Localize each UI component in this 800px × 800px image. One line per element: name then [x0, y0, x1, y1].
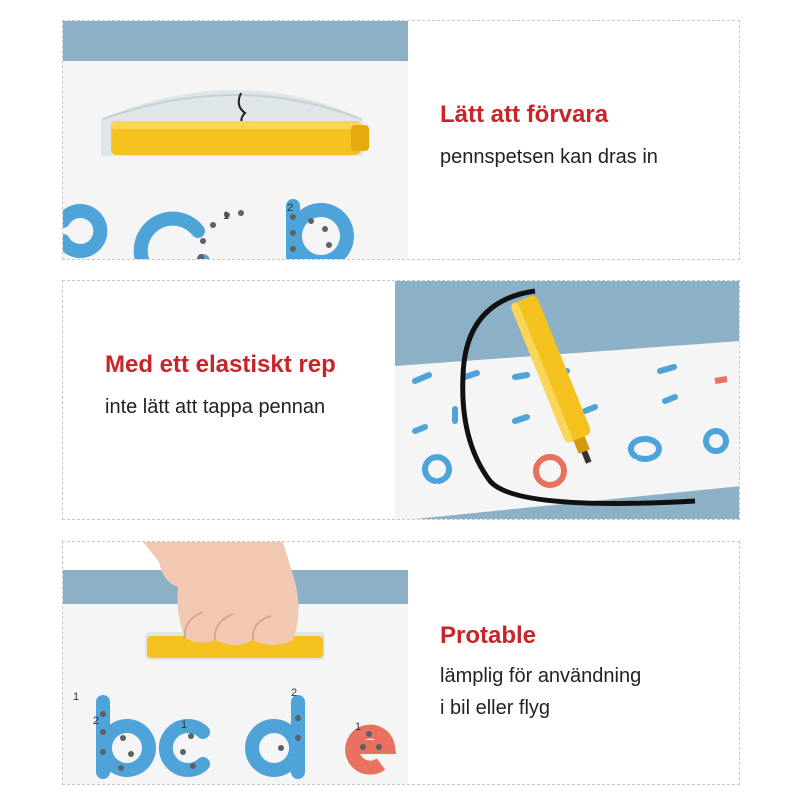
step-number: 2: [287, 202, 294, 214]
text-block-portable: [408, 542, 739, 784]
feature-description-line: inte lätt att tappa pennan: [105, 396, 326, 418]
photo-pen-with-rope-drawing: [395, 281, 739, 519]
step-number: 2: [291, 687, 298, 699]
feature-panel-portable: [62, 541, 740, 785]
step-number: 1: [73, 691, 80, 703]
photo-pen-stored-drawing: [63, 21, 408, 259]
text-block-elastic-rope: [63, 281, 395, 519]
feature-title: Protable: [440, 622, 537, 649]
feature-description-line: i bil eller flyg: [440, 697, 551, 719]
photo-pen-with-rope: [395, 281, 739, 519]
step-number: 1: [223, 210, 230, 222]
step-number: 1: [355, 721, 362, 733]
text-block-storage: [408, 21, 739, 259]
feature-title: Lätt att förvara: [440, 101, 609, 128]
feature-description-line: lämplig för användning: [440, 665, 642, 687]
photo-pen-stored: [63, 21, 408, 259]
feature-panel-elastic-rope: [62, 280, 740, 520]
feature-description: [440, 141, 658, 173]
step-number: 1: [181, 719, 188, 731]
feature-title: Med ett elastiskt rep: [105, 351, 336, 378]
feature-description: [440, 660, 641, 724]
feature-description: [105, 391, 325, 423]
photo-hand-holding-pen: [63, 542, 408, 784]
photo-hand-holding-pen-drawing: [63, 542, 408, 784]
feature-panel-storage: [62, 20, 740, 260]
feature-description-line: pennspetsen kan dras in: [440, 146, 658, 168]
step-number: 2: [93, 715, 100, 727]
